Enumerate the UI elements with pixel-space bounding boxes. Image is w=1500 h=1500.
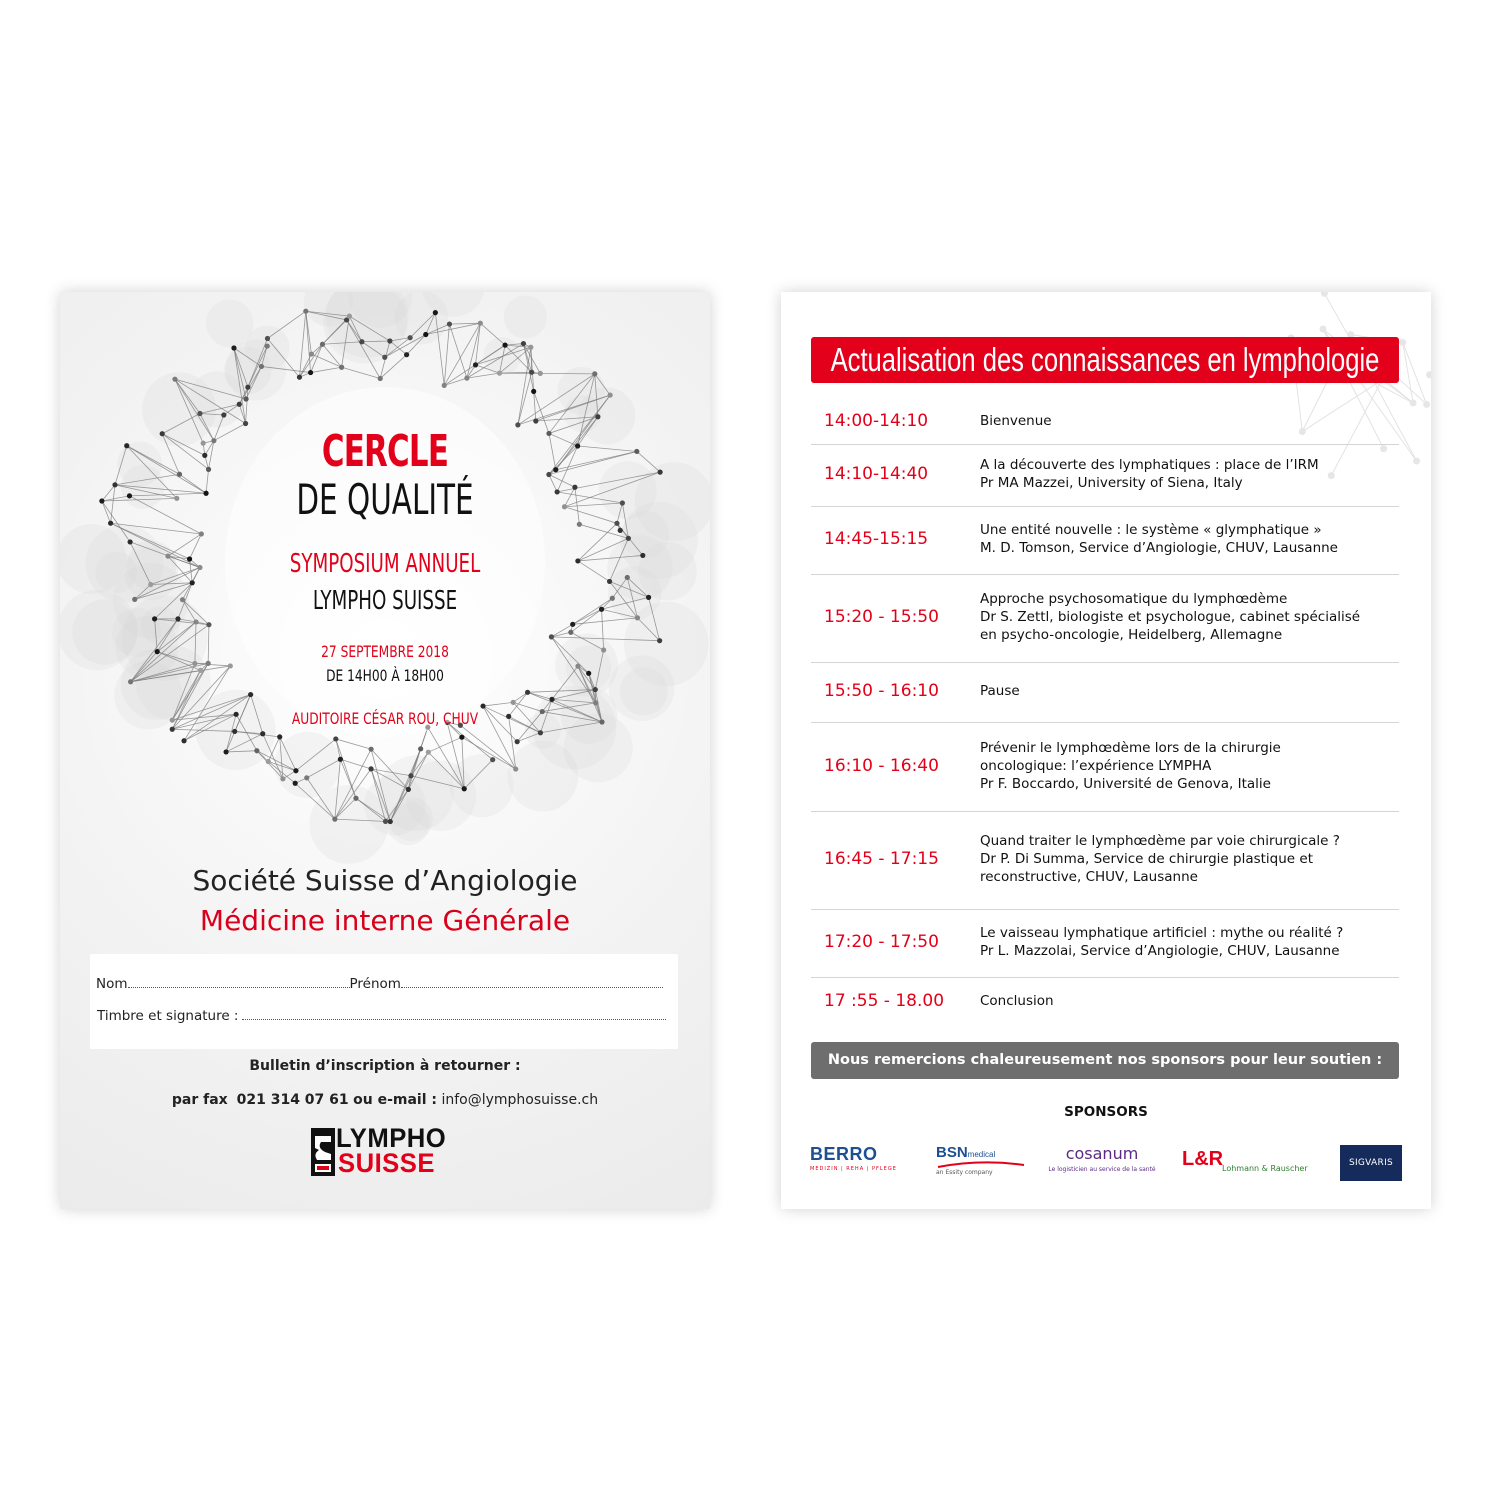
network-node [332,817,337,822]
network-node [266,759,271,764]
network-link [467,323,480,378]
network-link [444,324,449,385]
title-line1: CERCLE [321,426,449,477]
schedule-time: 16:10 - 16:40 [824,755,939,776]
network-node [533,418,538,423]
logo-mark-icon [311,1128,335,1176]
network-node [359,339,364,344]
signature-field[interactable] [242,1006,666,1020]
talk-title: Quand traiter le lymphœdème par voie chirurgicale ? [980,833,1340,849]
network-node [99,498,104,503]
program-banner [811,337,1399,383]
network-node [152,616,157,621]
network-node [388,819,393,824]
network-node [406,787,411,792]
corner-node [1399,339,1406,346]
network-link [551,632,570,637]
talk-detail: oncologique: l’expérience LYMPHA [980,757,1212,774]
network-node [568,630,573,635]
schedule-row [811,977,1399,1027]
schedule-row [811,811,1399,910]
network-node [538,371,543,376]
talk-detail: M. D. Tomson, Service d’Angiologie, CHUV, Lausanne [980,540,1338,556]
network-node [497,371,502,376]
organizer-label: LYMPHO SUISSE [312,586,458,616]
network-link [336,739,371,749]
halo-blob [504,295,547,338]
sponsor-berro-logo [810,1144,900,1184]
signature-label: Timbre et signature : [97,1008,239,1024]
front-page [60,292,710,1209]
network-node [245,385,250,390]
network-node [511,700,516,705]
network-node [646,595,651,600]
schedule-time: 14:10-14:40 [824,464,929,484]
network-node [525,690,530,695]
schedule-time: 17:20 - 17:50 [824,932,939,952]
network-node [408,773,413,778]
sponsor-bsn-logo [936,1144,1031,1184]
network-node [223,749,228,754]
network-node [181,738,186,743]
network-node [515,739,520,744]
network-node [592,371,597,376]
schedule-time: 17 :55 - 18.00 [824,991,945,1011]
network-node [478,321,483,326]
schedule-row [811,662,1399,723]
bsn-name: BSN [936,1144,968,1161]
berro-tagline: MEDIZIN | REHA | PFLEGE [810,1166,897,1172]
network-node [529,370,534,375]
network-link [467,373,500,378]
network-node [433,310,438,315]
halo-blob [309,785,388,864]
network-node [277,734,282,739]
network-node [490,757,495,762]
network-node [404,352,409,357]
network-node [199,531,204,536]
network-link [340,759,371,769]
symposium-label: SYMPOSIUM ANNUEL [289,549,481,579]
sponsors-heading: SPONSORS [1064,1104,1148,1120]
signature-row [97,1006,666,1024]
logo-line1: LYMPHO [336,1123,447,1153]
network-node [193,619,198,624]
network-node [369,747,374,752]
registration-form [90,954,678,1049]
network-node [347,314,352,319]
network-node [618,528,623,533]
network-node [593,700,598,705]
network-node [197,411,202,416]
network-node [303,309,308,314]
cosanum-tagline: Le logisticien au service de la santé [1048,1166,1156,1173]
network-node [128,539,133,544]
network-node [124,443,129,448]
talk-detail: reconstructive, CHUV, Lausanne [980,869,1198,885]
network-node [447,321,452,326]
network-node [254,748,259,753]
schedule-time: 16:45 - 17:15 [824,849,939,869]
talk-detail: Dr S. Zettl, biologiste et psychologue, cabinet spécialisé [980,609,1361,625]
schedule-time: 15:50 - 16:10 [824,681,939,701]
network-node [308,370,313,375]
bsn-tagline: an Essity company [936,1169,993,1176]
logo-line2: SUISSE [338,1148,435,1178]
schedule-row [811,444,1399,507]
berro-name: BERRO [810,1144,878,1164]
network-link [267,311,305,338]
lympho-suisse-logo [311,1123,459,1178]
society-name: Société Suisse d’Angiologie [192,864,578,897]
sponsor-lr-logo [1182,1144,1312,1184]
schedule-content [980,590,1410,644]
title-line2: DE QUALITÉ [296,475,474,524]
medicine-name: Médicine interne Générale [199,904,571,937]
talk-title: Conclusion [980,993,1054,1009]
corner-node [1410,400,1417,407]
schedule-content [980,832,1410,886]
network-node [502,343,507,348]
corner-link [1403,342,1413,403]
schedule-row [811,909,1399,978]
nom-label: Nom [96,976,128,992]
talk-detail: Dr P. Di Summa, Service de chirurgie plastique et [980,851,1313,867]
schedule-content [980,924,1410,960]
network-node [635,615,640,620]
talk-title: Pause [980,683,1020,699]
network-node [593,687,598,692]
network-node [383,819,388,824]
talk-detail: Pr F. Boccardo, Université de Genova, Italie [980,775,1271,792]
network-node [108,521,113,526]
network-node [418,746,423,751]
talk-title: A la découverte des lymphatiques : place de l’IRM [980,457,1319,473]
schedule-row [811,722,1399,812]
contact-line [60,1092,710,1108]
network-node [280,776,285,781]
bsn-suffix: medical [967,1150,996,1159]
event-time: DE 14H00 À 18H00 [326,666,444,685]
schedule-content [980,992,1410,1010]
network-node [462,786,467,791]
network-node [528,345,533,350]
thanks-bar: Nous remercions chaleureusement nos sponsors pour leur soutien : [811,1042,1399,1079]
network-node [640,553,645,558]
network-node [570,622,575,627]
network-node [339,365,344,370]
event-venue: AUDITOIRE CÉSAR ROU, CHUV [291,709,479,728]
network-node [237,402,242,407]
talk-title: Le vaisseau lymphatique artificiel : mythe ou réalité ? [980,925,1344,941]
corner-node [1319,326,1326,333]
network-node [206,622,211,627]
corner-node [1321,292,1328,297]
network-node [309,351,314,356]
talk-title: Approche psychosomatique du lymphœdème [980,591,1288,607]
network-link [483,702,513,706]
email-link[interactable]: info@lymphosuisse.ch [441,1092,599,1108]
network-node [297,375,302,380]
schedule-content [980,412,1410,430]
network-node [608,392,613,397]
fax-number: 021 314 07 61 [236,1092,349,1108]
email-prefix: ou e-mail : [353,1092,437,1108]
network-node [243,396,248,401]
network-node [260,731,265,736]
network-node [595,414,600,419]
network-node [473,362,478,367]
network-node [190,580,195,585]
network-node [172,377,177,382]
prenom-label: Prénom [349,976,401,992]
fax-prefix: par fax [171,1092,228,1108]
schedule-content [980,521,1410,557]
network-node [658,470,663,475]
network-node [231,345,236,350]
network-node [423,332,428,337]
talk-title: Prévenir le lymphœdème lors de la chirurgie [980,739,1281,756]
halo-blob [189,371,245,427]
network-node [607,579,612,584]
network-node [626,536,631,541]
network-node [232,729,237,734]
corner-node [1423,401,1430,408]
event-date: 27 SEPTEMBRE 2018 [321,642,449,661]
network-node [513,766,518,771]
sponsor-sigvaris-logo: SIGVARIS [1340,1145,1402,1181]
network-node [248,692,253,697]
corner-node [1426,371,1431,378]
network-node [304,775,309,780]
cosanum-name: cosanum [1065,1144,1139,1163]
network-node [112,482,117,487]
network-node [259,364,264,369]
corner-link [1403,342,1427,404]
sponsor-cosanum-logo [1047,1144,1157,1184]
network-link [311,367,342,372]
network-node [293,781,298,786]
prenom-field[interactable] [401,974,663,988]
schedule-time: 14:00-14:10 [824,411,929,431]
network-node [265,336,270,341]
bulletin-text: Bulletin d’inscription à retourner : [249,1058,521,1074]
schedule-row [811,400,1399,445]
network-node [549,697,554,702]
network-node [531,389,536,394]
network-node [408,335,413,340]
schedule-content [980,739,1410,793]
nom-field[interactable] [128,974,350,988]
network-node [382,355,387,360]
network-node [387,338,392,343]
halo-blob [206,300,253,347]
network-node [426,750,431,755]
talk-detail: Pr MA Mazzei, University of Siena, Italy [980,475,1243,491]
banner-title: Actualisation des connaissances en lymphologie [830,341,1380,378]
network-node [464,376,469,381]
network-link [444,323,480,385]
network-node [549,634,554,639]
bsn-swoosh-icon [936,1161,1026,1169]
schedule-content [980,456,1410,492]
network-node [480,703,485,708]
talk-detail: en psycho-oncologie, Heidelberg, Allemagne [980,627,1283,643]
network-node [221,412,226,417]
corner-node [1413,457,1420,464]
schedule-content [980,682,1410,700]
network-link [428,737,462,752]
lr-mark: L&R [1182,1148,1224,1170]
network-node [353,796,358,801]
network-node [265,343,270,348]
network-node [442,383,447,388]
network-node [378,376,383,381]
network-node [175,616,180,621]
network-node [521,341,526,346]
schedule-row [811,574,1399,663]
network-node [368,766,373,771]
network-node [320,342,325,347]
talk-title: Une entité nouvelle : le système « glymphatique » [980,522,1322,538]
network-node [538,730,543,735]
back-page [781,292,1431,1209]
schedule-time: 14:45-15:15 [824,529,929,549]
network-node [338,757,343,762]
talk-title: Bienvenue [980,413,1052,429]
talk-detail: Pr L. Mazzolai, Service d’Angiologie, CHUV, Lausanne [980,943,1340,959]
schedule-row [811,506,1399,575]
schedule-time: 15:20 - 15:50 [824,607,939,627]
name-row [96,974,663,992]
network-node [293,768,298,773]
network-node [333,736,338,741]
network-node [459,735,464,740]
lr-name: Lohmann & Rauscher [1222,1164,1308,1173]
